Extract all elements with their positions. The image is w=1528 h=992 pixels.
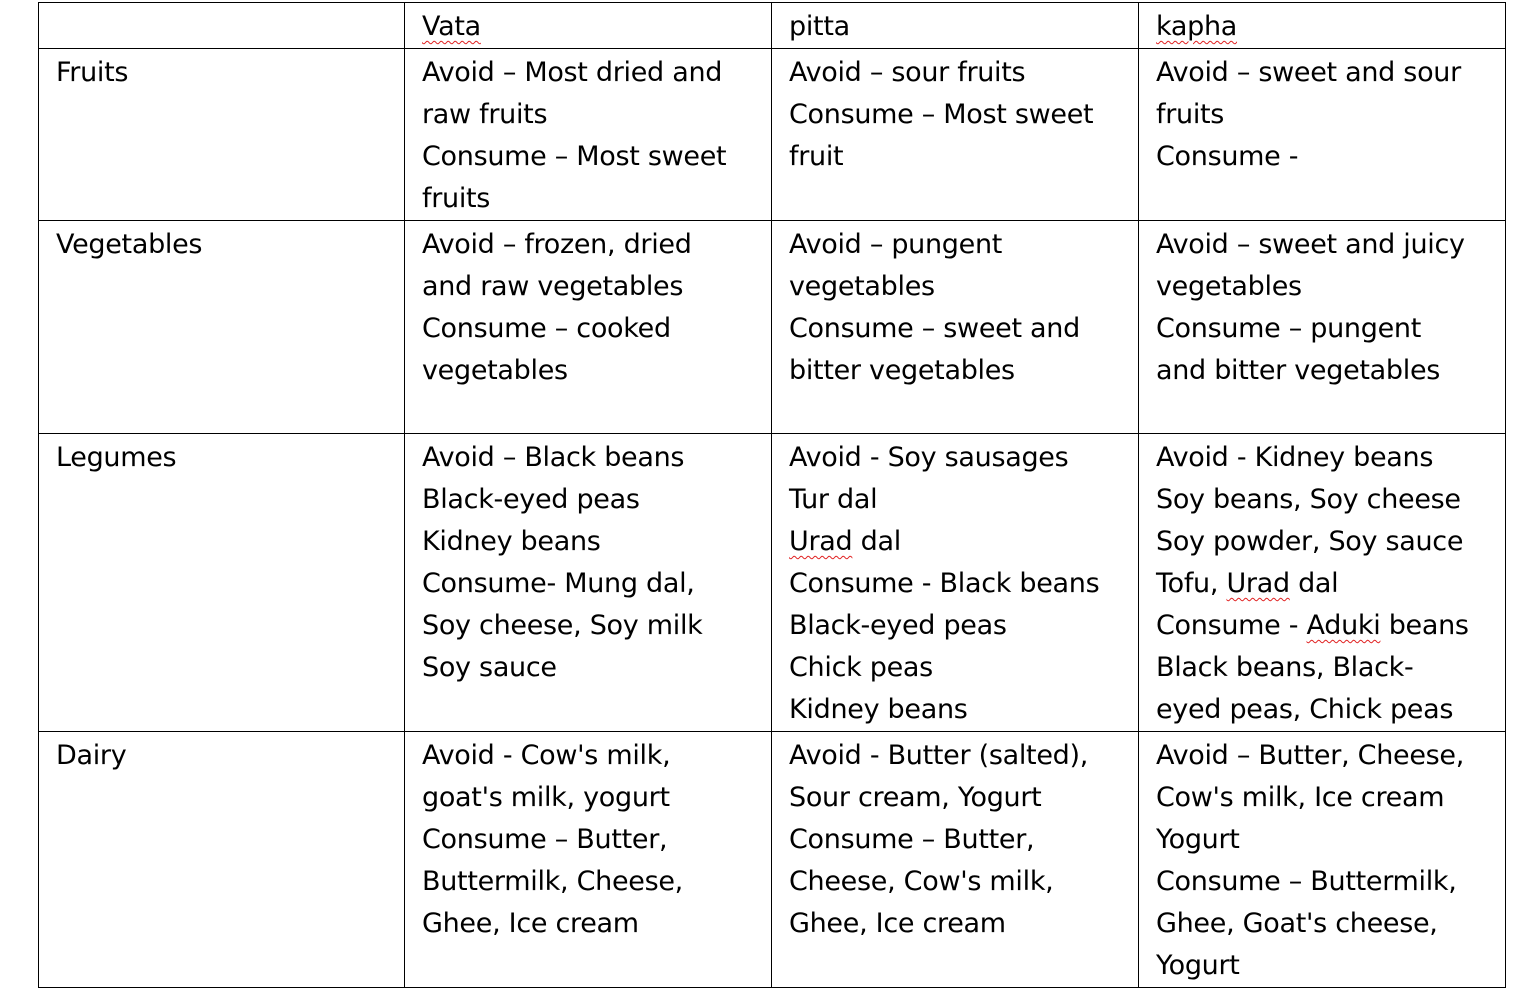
cell-line: Consume – Butter, [422, 824, 668, 855]
kapha-cell[interactable] [1139, 49, 1506, 221]
cell-line: Avoid - Butter (salted), [789, 740, 1089, 771]
cell-line: Sour cream, Yogurt [789, 782, 1042, 813]
vata-cell[interactable] [405, 221, 772, 434]
cell-line: Yogurt [1156, 824, 1240, 855]
row-label: Vegetables [56, 229, 203, 260]
cell-line: Soy beans, Soy cheese [1156, 484, 1461, 515]
cell-line: Consume – sweet and [789, 313, 1080, 344]
cell-line: Consume- Mung dal, [422, 568, 695, 599]
cell-line: bitter vegetables [789, 355, 1015, 386]
cell-line: fruits [422, 183, 491, 214]
cell-line: Chick peas [789, 652, 933, 683]
cell-line: Soy cheese, Soy milk [422, 610, 703, 641]
cell-line: Avoid – Most dried and [422, 57, 723, 88]
table-row-vegetables [39, 221, 1506, 434]
row-label-cell[interactable] [39, 434, 405, 732]
cell-line: Consume - [1156, 141, 1299, 172]
cell-line: Ghee, Ice cream [789, 908, 1006, 939]
cell-line: Black-eyed peas [789, 610, 1007, 641]
cell-line: Ghee, Ice cream [422, 908, 639, 939]
cell-line: Avoid – Butter, Cheese, [1156, 740, 1465, 771]
cell-line: Tur dal [789, 484, 878, 515]
row-label: Fruits [56, 57, 129, 88]
header-corner-cell[interactable] [39, 3, 405, 49]
cell-line: raw fruits [422, 99, 548, 130]
cell-line: Cheese, Cow's milk, [789, 866, 1054, 897]
cell-line: vegetables [789, 271, 935, 302]
row-label: Dairy [56, 740, 127, 771]
cell-line: fruit [789, 141, 844, 172]
cell-line: eyed peas, Chick peas [1156, 694, 1454, 725]
table-row-legumes [39, 434, 1506, 732]
header-kapha-text: kapha [1156, 11, 1238, 42]
cell-line: Avoid - Kidney beans [1156, 442, 1434, 473]
cell-line: Soy sauce [422, 652, 557, 683]
cell-line: vegetables [1156, 271, 1302, 302]
cell-line: Kidney beans [789, 694, 968, 725]
cell-line: Urad dal [789, 526, 901, 557]
cell-line: Consume - Aduki beans [1156, 610, 1469, 641]
cell-line: Consume – Most sweet [789, 99, 1094, 130]
row-label-cell[interactable] [39, 221, 405, 434]
header-cell-kapha[interactable] [1139, 3, 1506, 49]
cell-line: Kidney beans [422, 526, 601, 557]
cell-line: Consume – Butter, [789, 824, 1035, 855]
table-header-row [39, 3, 1506, 49]
cell-line: Consume – Most sweet [422, 141, 727, 172]
cell-line: Ghee, Goat's cheese, [1156, 908, 1438, 939]
header-cell-vata[interactable] [405, 3, 772, 49]
row-label: Legumes [56, 442, 177, 473]
row-label-cell[interactable] [39, 732, 405, 988]
header-cell-pitta[interactable] [772, 3, 1139, 49]
cell-line: Soy powder, Soy sauce [1156, 526, 1464, 557]
cell-line: Consume - Black beans [789, 568, 1100, 599]
vata-cell[interactable] [405, 434, 772, 732]
cell-line: Tofu, Urad dal [1156, 568, 1339, 599]
cell-line: goat's milk, yogurt [422, 782, 670, 813]
cell-line: Black beans, Black- [1156, 652, 1414, 683]
vata-cell[interactable] [405, 732, 772, 988]
kapha-cell[interactable] [1139, 732, 1506, 988]
cell-line: and raw vegetables [422, 271, 684, 302]
cell-line: and bitter vegetables [1156, 355, 1441, 386]
pitta-cell[interactable] [772, 434, 1139, 732]
cell-line: Avoid – Black beans [422, 442, 685, 473]
kapha-cell[interactable] [1139, 221, 1506, 434]
cell-line: Yogurt [1156, 950, 1240, 981]
vata-cell[interactable] [405, 49, 772, 221]
pitta-cell[interactable] [772, 732, 1139, 988]
cell-line: Consume – Buttermilk, [1156, 866, 1457, 897]
cell-line: vegetables [422, 355, 568, 386]
dosha-food-table [38, 2, 1506, 988]
pitta-cell[interactable] [772, 221, 1139, 434]
table-row-dairy [39, 732, 1506, 988]
cell-line: Black-eyed peas [422, 484, 640, 515]
cell-line: Cow's milk, Ice cream [1156, 782, 1445, 813]
header-vata-text: Vata [422, 11, 481, 42]
cell-line: Avoid – sweet and sour [1156, 57, 1461, 88]
kapha-cell[interactable] [1139, 434, 1506, 732]
cell-line: Avoid – sour fruits [789, 57, 1026, 88]
pitta-cell[interactable] [772, 49, 1139, 221]
cell-line: Avoid - Cow's milk, [422, 740, 671, 771]
cell-line: Consume – pungent [1156, 313, 1421, 344]
cell-line: Avoid – sweet and juicy [1156, 229, 1465, 260]
row-label-cell[interactable] [39, 49, 405, 221]
table-row-fruits [39, 49, 1506, 221]
cell-line: Avoid – pungent [789, 229, 1003, 260]
cell-line: Avoid – frozen, dried [422, 229, 692, 260]
cell-line: Buttermilk, Cheese, [422, 866, 683, 897]
cell-line: fruits [1156, 99, 1225, 130]
cell-line: Avoid - Soy sausages [789, 442, 1069, 473]
cell-line: Consume – cooked [422, 313, 671, 344]
header-pitta-text: pitta [789, 11, 850, 42]
